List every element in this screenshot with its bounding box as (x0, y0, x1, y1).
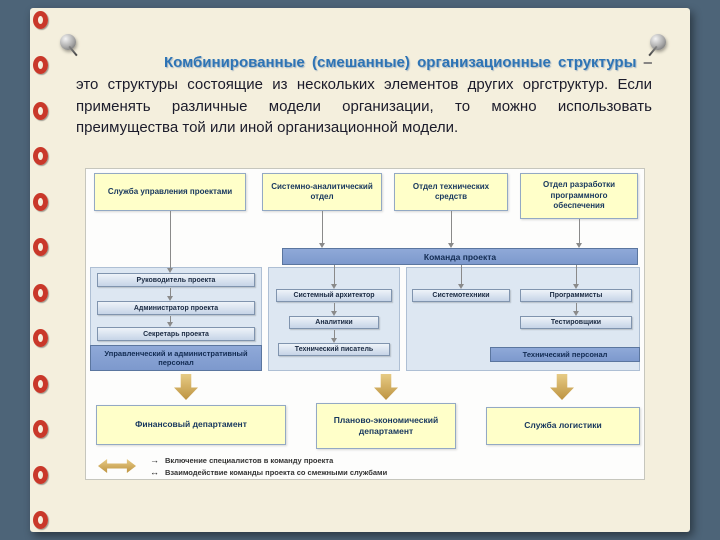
role-box: Программисты (520, 289, 632, 302)
dept-box: Финансовый департамент (96, 405, 286, 445)
dept-box: Отдел разработки программного обеспечения (520, 173, 638, 219)
arrow-right-icon: → (150, 454, 159, 465)
connector-arrow-down-icon (451, 211, 452, 243)
slide (30, 8, 690, 532)
role-box: Тестировщики (520, 316, 632, 329)
binder-ring-icon (33, 193, 48, 211)
org-structure-diagram (85, 168, 645, 480)
connector-arrow-down-icon (461, 265, 462, 284)
binder-ring-icon (33, 466, 48, 484)
binder-ring-icon (33, 284, 48, 302)
down-block-arrow-icon (550, 374, 574, 400)
diagram-legend (150, 454, 387, 478)
dept-box: Служба логистики (486, 407, 640, 445)
binder-ring-icon (33, 511, 48, 529)
connector-arrow-down-icon (334, 330, 335, 338)
slide-title-text (76, 52, 652, 139)
project-team-header-bar: Команда проекта (282, 248, 638, 265)
role-box: Администратор проекта (97, 301, 255, 315)
dept-box: Служба управления проектами (94, 173, 246, 211)
connector-arrow-down-icon (170, 211, 171, 268)
binder-ring-icon (33, 11, 48, 29)
connector-arrow-down-icon (334, 303, 335, 311)
dept-box: Системно-аналитический отдел (262, 173, 382, 211)
binder-ring-icon (33, 147, 48, 165)
connector-arrow-down-icon (322, 211, 323, 243)
role-box: Аналитики (289, 316, 379, 329)
dept-box: Планово-экономический департамент (316, 403, 456, 449)
pushpin-icon (60, 34, 76, 50)
binder-ring-icon (33, 420, 48, 438)
role-box: Системный архитектор (276, 289, 392, 302)
management-label-bar: Управленческий и административный персонал (90, 345, 262, 371)
title-term: Комбинированные (смешанные) организационные структуры (164, 54, 637, 71)
role-box: Системотехники (412, 289, 510, 302)
role-box: Технический писатель (278, 343, 390, 356)
dept-box: Отдел технических средств (394, 173, 508, 211)
binder-ring-icon (33, 102, 48, 120)
connector-arrow-down-icon (170, 288, 171, 296)
down-block-arrow-icon (374, 374, 398, 400)
role-box: Секретарь проекта (97, 327, 255, 341)
legend-label: Взаимодействие команды проекта со смежными службами (165, 467, 388, 477)
connector-arrow-down-icon (576, 303, 577, 311)
down-block-arrow-icon (174, 374, 198, 400)
pushpin-icon (650, 34, 666, 50)
role-box: Руководитель проекта (97, 273, 255, 287)
binder-ring-icon (33, 375, 48, 393)
technical-label-bar: Технический персонал (490, 347, 640, 362)
legend-item (150, 466, 387, 478)
connector-arrow-down-icon (334, 265, 335, 284)
title-definition: – это структуры состоящие из нескольких элементов других оргструктур. Если применять различные модели организации, то можно использовать преимущества той или иной организационной модели. (76, 54, 652, 137)
legend-item (150, 454, 387, 466)
connector-arrow-down-icon (579, 219, 580, 243)
connector-arrow-down-icon (576, 265, 577, 284)
binder-ring-icon (33, 329, 48, 347)
binder-ring-icon (33, 56, 48, 74)
binder-ring-icon (33, 238, 48, 256)
arrow-both-icon: ↔ (150, 466, 159, 477)
binder-rings (33, 11, 53, 529)
exchange-block-arrow-icon (98, 459, 136, 473)
legend-label: Включение специалистов в команду проекта (165, 455, 334, 465)
connector-arrow-down-icon (170, 316, 171, 322)
